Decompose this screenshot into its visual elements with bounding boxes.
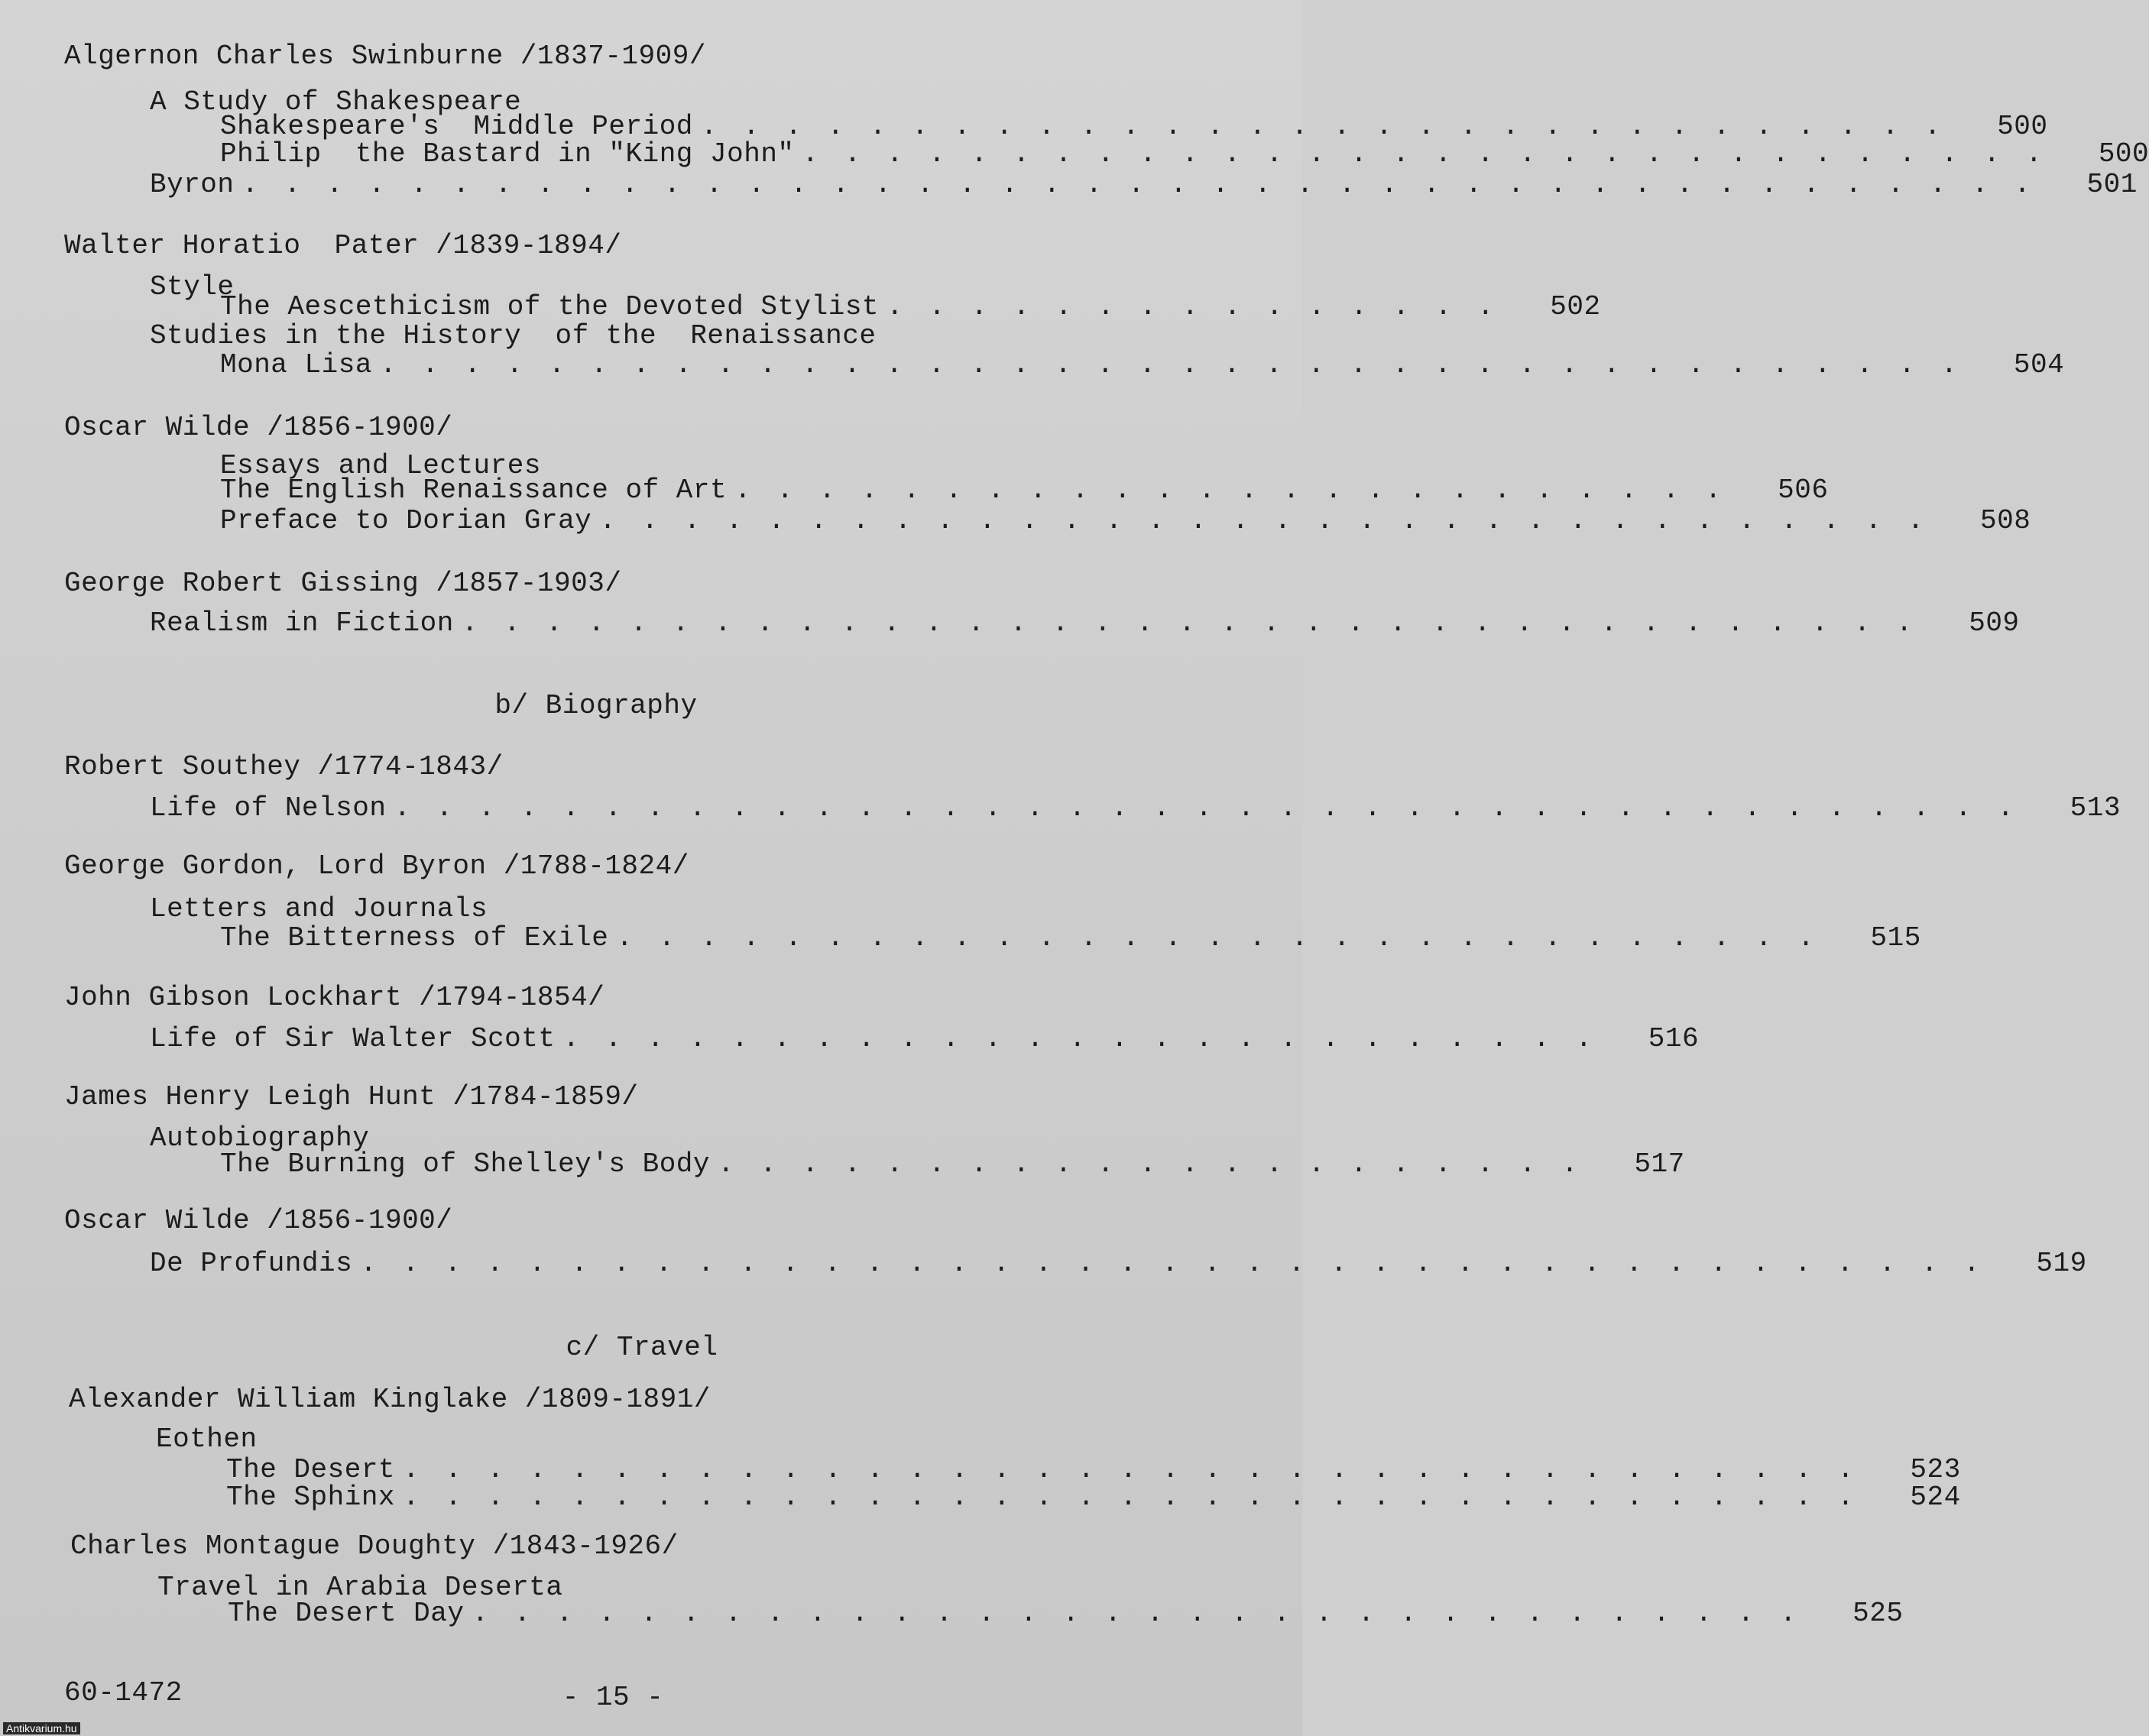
- toc-entry: [220, 291, 1601, 322]
- toc-entry-title: Preface to Dorian Gray: [220, 505, 592, 536]
- work-title: Autobiography: [150, 1122, 370, 1154]
- toc-entry: [150, 169, 2138, 200]
- toc-entry-title: Realism in Fiction: [150, 607, 454, 639]
- author-wilde: Oscar Wilde /1856-1900/: [64, 1205, 453, 1236]
- toc-entry-page: 519: [2036, 1248, 2087, 1279]
- leader-dots: . . . . . . . . . . . . . . . . . . . . . . . . . . . . . . . .: [599, 505, 1929, 536]
- leader-dots: . . . . . . . . . . . . . . . . . . . . .: [718, 1148, 1583, 1180]
- toc-entry-page: 509: [1969, 607, 2020, 639]
- leader-dots: . . . . . . . . . . . . . . . . . . . . . . . . . . . . . . . .: [472, 1598, 1801, 1629]
- toc-entry: [150, 792, 2121, 824]
- toc-entry: [226, 1482, 1961, 1513]
- leader-dots: . . . . . . . . . . . . . . . . . . . . . . . . . . . . . . . . . . .: [461, 607, 1917, 639]
- toc-entry-page: 504: [2013, 349, 2065, 381]
- leader-dots: . . . . . . . . . . . . . . . . . . . . . . . . . . . . . . . . . . .: [403, 1454, 1859, 1485]
- author-southey: Robert Southey /1774-1843/: [64, 751, 504, 782]
- toc-entry-title: Life of Sir Walter Scott: [150, 1023, 556, 1054]
- toc-entry-title: The English Renaissance of Art: [220, 474, 728, 506]
- toc-entry-page: 508: [1980, 505, 2031, 536]
- toc-entry: [220, 1148, 1685, 1180]
- leader-dots: . . . . . . . . . . . . . . . . . . . . . . . . . . . . . . . . . . . . . . . . . . .: [241, 169, 2035, 200]
- toc-entry-page: 515: [1870, 922, 1921, 954]
- section-heading-travel: c/ Travel: [566, 1332, 718, 1363]
- toc-entry-title: The Desert Day: [228, 1598, 465, 1629]
- watermark-label: Antikvarium.hu: [3, 1722, 80, 1734]
- toc-entry: [228, 1598, 1904, 1629]
- toc-entry: [226, 1454, 1961, 1485]
- toc-entry: [220, 474, 1829, 506]
- toc-entry-page: 517: [1634, 1148, 1685, 1180]
- page-number: - 15 -: [562, 1682, 664, 1713]
- toc-entry-title: The Aescethicism of the Devoted Stylist: [220, 291, 880, 322]
- toc-entry-title: De Profundis: [150, 1248, 353, 1279]
- toc-entry-page: 500: [1997, 111, 2048, 142]
- toc-entry: [220, 138, 2149, 170]
- author-byron: George Gordon, Lord Byron /1788-1824/: [64, 850, 689, 882]
- author-doughty: Charles Montague Doughty /1843-1926/: [70, 1530, 679, 1562]
- leader-dots: . . . . . . . . . . . . . . . . . . . . . . . . . . . . . .: [700, 111, 1946, 142]
- toc-entry-title: Mona Lisa: [220, 349, 372, 381]
- work-title: Travel in Arabia Deserta: [157, 1572, 563, 1603]
- toc-entry: [220, 349, 2065, 381]
- toc-entry: [150, 1023, 1700, 1054]
- toc-entry-title: The Burning of Shelley's Body: [220, 1148, 711, 1180]
- toc-entry-page: 500: [2098, 138, 2149, 170]
- author-kinglake: Alexander William Kinglake /1809-1891/: [69, 1384, 711, 1415]
- work-title: Eothen: [156, 1423, 258, 1455]
- toc-entry: [220, 505, 2031, 536]
- leader-dots: . . . . . . . . . . . . . . . . . . . . . . . . . . . . . .: [802, 138, 2047, 170]
- toc-entry-page: 523: [1910, 1454, 1961, 1485]
- work-title: Style: [150, 271, 235, 303]
- work-title: A Study of Shakespeare: [150, 86, 522, 118]
- leader-dots: . . . . . . . . . . . . . . . . . . . . . . . . . . . . . . . . . . . . . . .: [360, 1248, 1985, 1279]
- author-wilde: Oscar Wilde /1856-1900/: [64, 412, 453, 443]
- leader-dots: . . . . . . . . . . . . . . . . . . . . . . . . . . . . . . . . . . .: [403, 1482, 1859, 1513]
- leader-dots: . . . . . . . . . . . . . . . . . . . . . . . .: [734, 474, 1726, 506]
- toc-entry-page: 525: [1852, 1598, 1904, 1629]
- toc-entry-title: Life of Nelson: [150, 792, 387, 824]
- work-title: Essays and Lectures: [220, 450, 541, 481]
- work-title: Studies in the History of the Renaissance: [150, 320, 877, 351]
- document-code: 60-1472: [64, 1677, 183, 1708]
- section-heading-biography: b/ Biography: [494, 690, 698, 721]
- leader-dots: . . . . . . . . . . . . . . .: [887, 291, 1499, 322]
- toc-entry-title: The Desert: [226, 1454, 396, 1485]
- toc-entry-title: Philip the Bastard in "King John": [220, 138, 795, 170]
- toc-entry-title: The Bitterness of Exile: [220, 922, 609, 954]
- toc-entry: [220, 922, 1921, 954]
- toc-entry: [150, 607, 2020, 639]
- author-hunt: James Henry Leigh Hunt /1784-1859/: [64, 1081, 639, 1113]
- toc-entry-page: 513: [2070, 792, 2121, 824]
- toc-entry-page: 516: [1648, 1023, 1700, 1054]
- author-lockhart: John Gibson Lockhart /1794-1854/: [64, 982, 605, 1013]
- author-gissing: George Robert Gissing /1857-1903/: [64, 568, 622, 599]
- toc-entry: [220, 111, 2048, 142]
- author-pater: Walter Horatio Pater /1839-1894/: [64, 230, 622, 261]
- toc-entry-page: 524: [1910, 1482, 1961, 1513]
- toc-entry: [150, 1248, 2087, 1279]
- toc-entry-title: The Sphinx: [226, 1482, 396, 1513]
- work-title: Letters and Journals: [150, 893, 488, 925]
- toc-entry-title: Byron: [150, 169, 235, 200]
- leader-dots: . . . . . . . . . . . . . . . . . . . . . . . . . . . . . . . . . . . . . .: [379, 349, 1963, 381]
- leader-dots: . . . . . . . . . . . . . . . . . . . . . . . . .: [562, 1023, 1597, 1054]
- toc-entry-page: 502: [1550, 291, 1601, 322]
- toc-entry-page: 506: [1778, 474, 1829, 506]
- leader-dots: . . . . . . . . . . . . . . . . . . . . . . . . . . . . . . . . . . . . . . .: [394, 792, 2018, 824]
- author-swinburne: Algernon Charles Swinburne /1837-1909/: [64, 40, 706, 72]
- toc-entry-page: 501: [2086, 169, 2138, 200]
- toc-entry-title: Shakespeare's Middle Period: [220, 111, 693, 142]
- leader-dots: . . . . . . . . . . . . . . . . . . . . . . . . . . . . .: [616, 922, 1819, 954]
